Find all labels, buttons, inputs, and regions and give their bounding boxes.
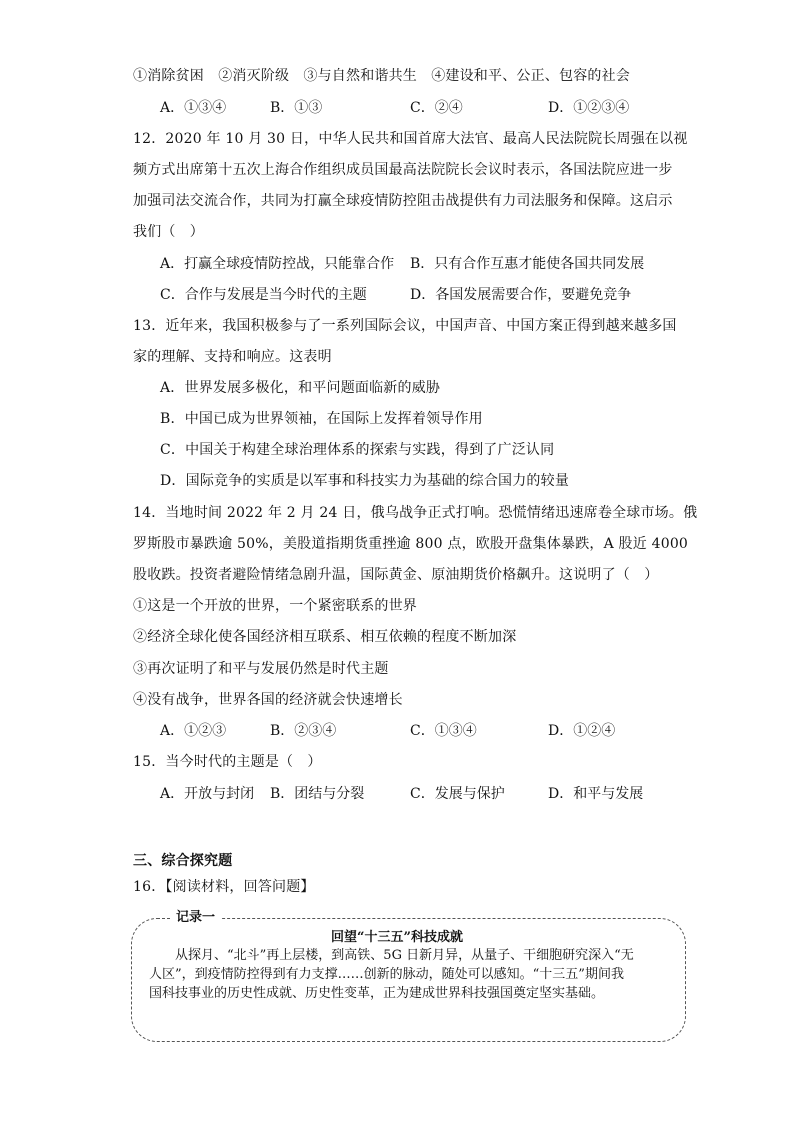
- q13-stem-line-2: 家的理解、支持和响应。这表明: [133, 349, 332, 365]
- record-label: 记录一: [170, 910, 221, 926]
- q12-stem-line-1: 12．2020 年 10 月 30 日，中华人民共和国首席大法官、最高人民法院院长周强在以视: [133, 131, 688, 147]
- q14-options: [160, 721, 660, 741]
- q14-stem-line-2: 罗斯股市暴跌逾 50%，美股道指期货重挫逾 800 点，欧股开盘集体暴跌，A 股近 4000: [133, 536, 689, 552]
- q15-option-b[interactable]: B．团结与分裂: [270, 786, 365, 802]
- record-title: 回望“十三五”科技成就: [331, 930, 463, 945]
- q14-option-b[interactable]: B．②③④: [270, 723, 337, 739]
- q13-option-a[interactable]: A．世界发展多极化，和平问题面临新的威胁: [160, 380, 441, 396]
- q14-option-d[interactable]: D．①②④: [548, 723, 616, 739]
- q14-statement-2: ②经济全球化使各国经济相互联系、相互依赖的程度不断加深: [133, 629, 517, 645]
- q15-option-c[interactable]: C．发展与保护: [410, 786, 505, 802]
- q12-options-row-2: [160, 285, 660, 305]
- q13-stem-line-1: 13．近年来，我国积极参与了一系列国际会议，中国声音、中国方案正得到越来越多国: [133, 318, 677, 334]
- q14-option-a[interactable]: A．①②③: [160, 723, 227, 739]
- q13-option-c[interactable]: C．中国关于构建全球治理体系的探索与实践，得到了广泛认同: [160, 442, 555, 458]
- q14-stem-line-3: 股收跌。投资者避险情绪急剧升温，国际黄金、原油期货价格飙升。这说明了（ ）: [133, 567, 659, 583]
- q13-option-d[interactable]: D．国际竞争的实质是以军事和科技实力为基础的综合国力的较量: [160, 473, 570, 489]
- q15-option-d[interactable]: D．和平与发展: [548, 786, 644, 802]
- record-line-3: 国科技事业的历史性成就、历史性变革，正为建成世界科技强国奠定坚实基础。: [149, 986, 605, 1001]
- q12-stem-line-3: 加强司法交流合作，共同为打赢全球疫情防控阻击战提供有力司法服务和保障。这启示: [133, 193, 673, 209]
- q16-stem: 16．【阅读材料，回答问题】: [133, 879, 315, 895]
- record-line-2: 人区”，到疫情防控得到有力支撑……创新的脉动，随处可以感知。“十三五”期间我: [149, 967, 624, 982]
- q12-options-row-1: [160, 254, 660, 274]
- q14-statement-4: ④没有战争，世界各国的经济就会快速增长: [133, 692, 403, 708]
- q15-option-a[interactable]: A．开放与封闭: [160, 786, 255, 802]
- q14-statement-1: ①这是一个开放的世界，一个紧密联系的世界: [133, 598, 417, 614]
- q11-statements: ①消除贫困 ②消灭阶级 ③与自然和谐共生 ④建设和平、公正、包容的社会: [133, 68, 630, 84]
- q12-option-d[interactable]: D．各国发展需要合作，要避免竞争: [410, 287, 632, 303]
- section-heading: 三、综合探究题: [133, 853, 233, 869]
- q12-option-a[interactable]: A．打赢全球疫情防控战，只能靠合作: [160, 256, 395, 272]
- q14-stem-line-1: 14．当地时间 2022 年 2 月 24 日，俄乌战争正式打响。恐慌情绪迅速席卷全球市场。俄: [133, 505, 698, 521]
- q11-option-b[interactable]: B．①③: [270, 100, 323, 116]
- q12-option-b[interactable]: B．只有合作互惠才能使各国共同发展: [410, 256, 645, 272]
- q12-stem-line-2: 频方式出席第十五次上海合作组织成员国最高法院院长会议时表示，各国法院应进一步: [133, 162, 673, 178]
- q13-option-b[interactable]: B．中国已成为世界领袖，在国际上发挥着领导作用: [160, 411, 483, 427]
- q11-option-d[interactable]: D．①②③④: [548, 100, 630, 116]
- q12-option-c[interactable]: C．合作与发展是当今时代的主题: [160, 287, 367, 303]
- record-line-1: 从探月、“北斗”再上层楼，到高铁、5G 日新月异，从量子、干细胞研究深入“无: [149, 948, 634, 963]
- q15-stem: 15．当今时代的主题是（ ）: [133, 754, 322, 770]
- q11-option-a[interactable]: A．①③④: [160, 100, 227, 116]
- q11-options: [160, 98, 660, 118]
- q12-stem-line-4: 我们（ ）: [133, 224, 204, 240]
- q14-statement-3: ③再次证明了和平与发展仍然是时代主题: [133, 661, 389, 677]
- q14-option-c[interactable]: C．①③④: [410, 723, 477, 739]
- q11-option-c[interactable]: C．②④: [410, 100, 463, 116]
- q15-options: [160, 784, 660, 804]
